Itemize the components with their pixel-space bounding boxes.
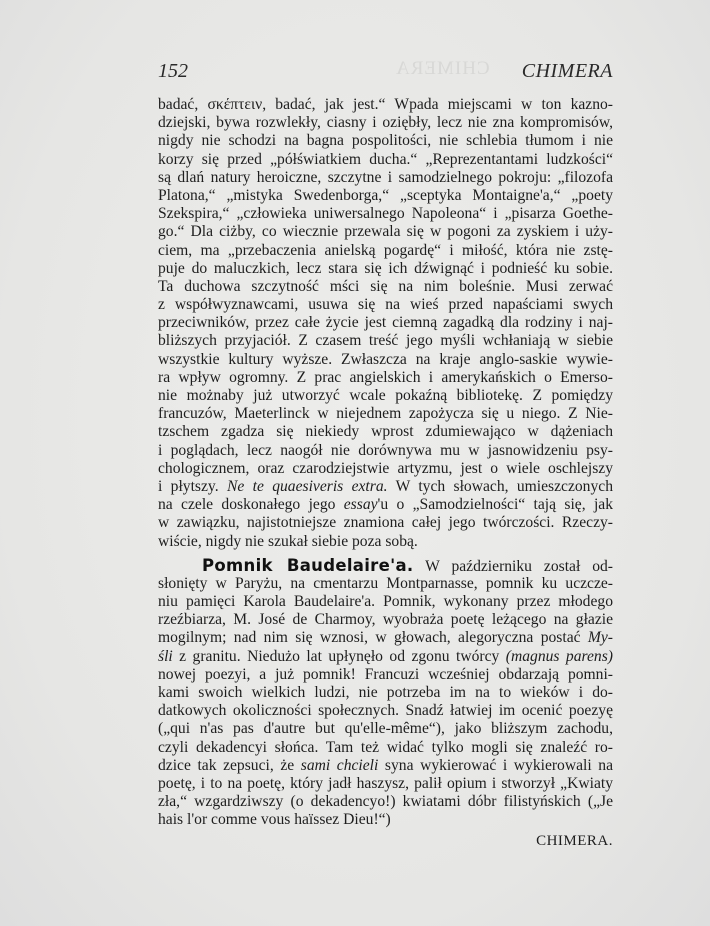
text-line <box>158 296 613 314</box>
text-line <box>158 260 613 278</box>
text-segment: bliższych przyjaciół. Z czasem treść jego myśli wchłaniają w siebie <box>158 332 613 350</box>
body-text <box>158 96 613 854</box>
text-segment: są dlań natury heroiczne, szczytne i samodzielnego pokroju: „filozofa <box>158 168 613 186</box>
signature: CHIMERA. <box>536 832 613 849</box>
text-line <box>158 351 613 369</box>
text-segment: zła,“ wzgardziwszy (o dekadencyo!) kwiatami dóbr filistyńskich („Je <box>158 793 613 811</box>
text-segment: 'u o „Samodzielności“ tają się, jak <box>377 496 613 514</box>
text-segment: korzy się przed „półświatkiem ducha.“ „Reprezentantami ludzkości“ <box>158 150 613 168</box>
text-line <box>158 533 613 551</box>
text-segment: francuzów, Maeterlinck w niejednem zapożycza się u niego. Z Nie- <box>158 405 613 423</box>
text-line <box>158 187 613 205</box>
text-line <box>158 720 613 738</box>
text-segment: i poglądach, lecz naogół nie dorównywa mu w jasnowidzeniu psy- <box>158 441 613 459</box>
text-line <box>158 666 613 684</box>
text-segment: na czele doskonałego jego <box>158 496 344 514</box>
text-line <box>158 739 613 757</box>
text-segment: kami swoich wielkich ludzi, nie potrzeba im na to wieków i do- <box>158 684 613 701</box>
italic-text-segment: śli <box>158 647 173 665</box>
section-heading: Pomnik Baudelaire'a. <box>202 556 414 575</box>
text-segment: Ta duchowa szczytność mści się na nim boleśnie. Musi zerwać <box>158 277 613 295</box>
text-segment: ra wpływ ogromny. Z prac angielskich i amerykańskich o Emerso- <box>158 368 613 386</box>
text-segment: datkowych okoliczności społecznych. Snadź łatwiej im ocenić poezyę <box>158 702 613 720</box>
text-line <box>158 478 613 496</box>
text-segment: chologicznem, oraz czarodziejstwie artyzmu, jest o wiele oschlejszy <box>158 459 613 477</box>
text-segment: przeciwników, przez całe życie jest ciemną zagadką dla rodziny i naj- <box>158 314 613 332</box>
text-segment: z granitu. Niedużo lat upłynęło od zgonu twórcy <box>172 647 506 665</box>
italic-text-segment: essay <box>343 496 378 514</box>
text-segment: poetę, i to na poetę, który jadł haszysz, palił opium i stworzył „Kwiaty <box>158 774 613 792</box>
text-segment: słonięty w Paryżu, na cmentarzu Montparnasse, pomnik ku uczcze- <box>158 574 613 592</box>
bleed-through-text: CHIMERA <box>395 58 490 79</box>
text-line <box>158 684 613 702</box>
italic-text-segment: (magnus parens) <box>505 647 613 665</box>
text-segment: wiście, nigdy nie szukał siebie poza sobą. <box>158 532 418 550</box>
text-segment: puje do maluczkich, lecz stara się ich dźwignąć i podnieść ku sobie. <box>158 259 613 277</box>
text-line <box>158 205 613 223</box>
page-number: 152 <box>158 60 188 82</box>
text-line <box>158 132 613 150</box>
text-line <box>158 648 613 666</box>
italic-text-segment: sami chcieli <box>300 756 379 774</box>
text-segment: wszystkie kultury wyższe. Zwłaszcza na kraje anglo-saskie wywie- <box>158 350 613 368</box>
text-segment: niu pamięci Karola Baudelaire'a. Pomnik, wykonany przez młodego <box>158 593 613 611</box>
text-line <box>158 611 613 629</box>
text-line <box>158 629 613 647</box>
journal-title: CHIMERA <box>521 60 613 82</box>
text-segment: Szekspira,“ „człowieka uniwersalnego Napoleona“ i „pisarza Goethe- <box>158 205 613 223</box>
italic-text-segment: My- <box>587 629 613 647</box>
text-line <box>158 793 613 811</box>
text-line <box>158 387 613 405</box>
text-segment: syna wykierować i wykierowali na <box>378 756 613 774</box>
text-line <box>158 460 613 478</box>
italic-text-segment: Ne te quaesiveris extra. <box>226 477 388 495</box>
article-baudelaire-paragraph <box>158 557 613 830</box>
text-line <box>158 702 613 720</box>
text-line <box>158 242 613 260</box>
text-segment: W tych słowach, umieszczonych <box>387 477 613 495</box>
text-segment: nowej poezyi, a już pomnik! Francuzi wcześniej obdarzają pomni- <box>158 665 613 683</box>
text-line <box>158 442 613 460</box>
text-segment: i płytszy. <box>158 477 227 495</box>
text-segment: ciem, ma „przebaczenia anielską pogardę“ i miłość, która nie zstę- <box>158 241 613 259</box>
text-line <box>158 278 613 296</box>
text-segment: tzschem zgadza się niekiedy wprost zdumiewająco w dążeniach <box>158 423 613 441</box>
text-line <box>158 405 613 423</box>
text-line <box>158 114 613 132</box>
article-emerson-paragraph <box>158 96 613 551</box>
text-segment: dziejski, bywa rozwlekły, ciasny i oziębły, lecz nie zna kompromisów, <box>158 114 613 132</box>
text-segment: nie możnaby już utworzyć wcale pokaźną bibliotekę. Z pomiędzy <box>158 387 613 404</box>
text-segment: W październiku został od- <box>413 557 613 575</box>
text-segment: mogilnym; nad nim się wznosi, w głowach, alegoryczna postać <box>158 629 588 647</box>
text-line <box>158 557 613 575</box>
text-line <box>158 575 613 593</box>
text-line <box>158 369 613 387</box>
text-segment: badać, σκέπτειν, badać, jak jest.“ Wpada miejscami w ton kazno- <box>158 96 613 113</box>
text-segment: rzeźbiarza, M. José de Charmoy, wyobraża poetę leżącego na głazie <box>158 611 613 629</box>
text-segment: z współwyznawcami, usuwa się na wieś przed napaściami swych <box>158 296 613 314</box>
text-segment: nigdy nie schodzi na bagna pospolitości, nie schlebia tłumom i nie <box>158 132 613 150</box>
text-segment: hais l'or comme vous haïssez Dieu!“) <box>158 811 391 829</box>
text-segment: dzice tak zepsuci, że <box>158 756 301 774</box>
text-line <box>158 423 613 441</box>
running-head <box>158 60 613 86</box>
text-line <box>158 96 613 114</box>
text-line <box>158 811 613 829</box>
text-line <box>158 314 613 332</box>
text-line <box>158 223 613 241</box>
text-segment: w zawiązku, najistotniejsze znamiona całej jego twórczości. Rzeczy- <box>158 514 613 532</box>
text-line <box>158 775 613 793</box>
text-line <box>158 757 613 775</box>
text-segment: („qui n'as pas d'autre but qu'elle-même“), jako bliższym zachodu, <box>158 720 613 738</box>
text-line <box>158 332 613 350</box>
text-segment: go.“ Dla ciżby, co wiecznie przewala się w pogoni za zyskiem i uży- <box>158 223 613 241</box>
text-line <box>158 593 613 611</box>
text-segment: Platona,“ „mistyka Swedenborga,“ „sceptyka Montaigne'a,“ „poety <box>158 186 613 204</box>
text-line <box>158 514 613 532</box>
text-line <box>158 496 613 514</box>
text-line <box>158 151 613 169</box>
text-line <box>158 169 613 187</box>
text-segment: czyli dekadencyi słońca. Tam też widać tylko mogli się znaleźć ro- <box>158 738 613 756</box>
